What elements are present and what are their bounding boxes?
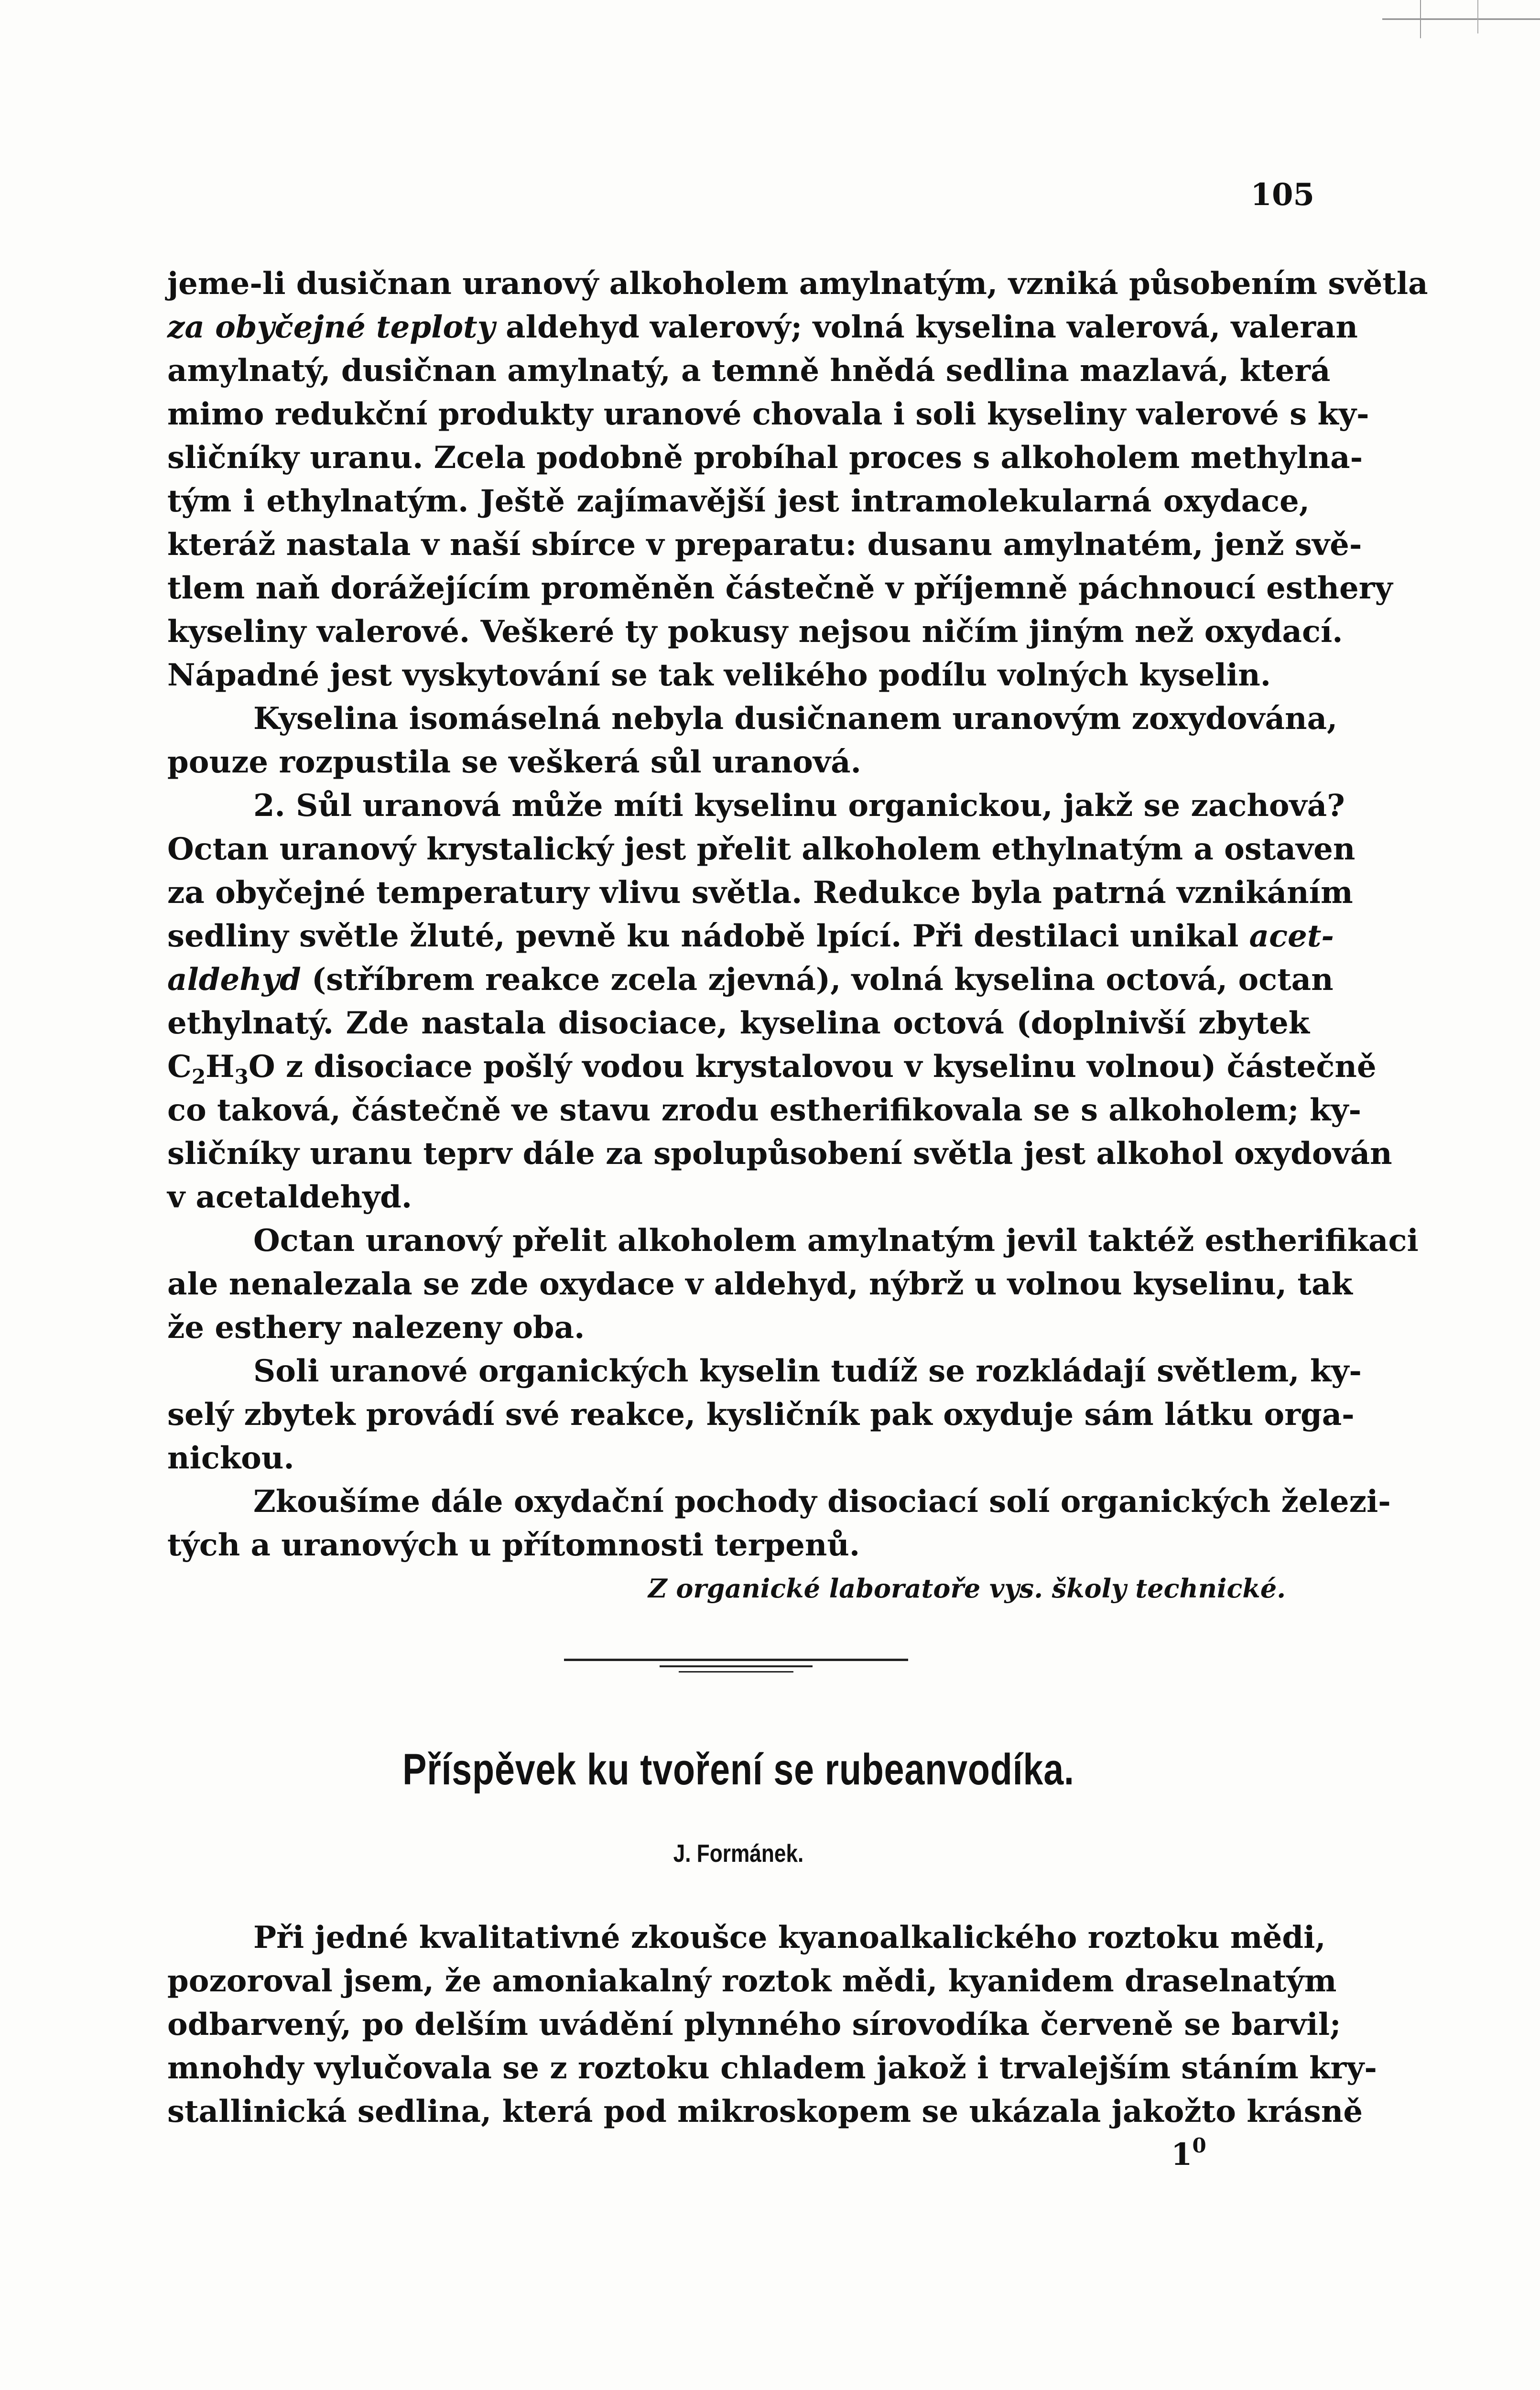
- text-line: $C_2H_3O$ z disociace pošlý vodou krystalovou v kyselinu volnou) částečně: [167, 1049, 1377, 1088]
- article-author: J. Formánek.: [673, 1840, 804, 1868]
- text-line: ethylnatý. Zde nastala disociace, kyselina octová (doplnivší zbytek: [167, 1005, 1310, 1041]
- text-line: za obyčejné teploty aldehyd valerový; volná kyselina valerová, valeran: [167, 309, 1358, 345]
- text-line: Octan uranový přelit alkoholem amylnatým jevil taktéž estherifikaci: [253, 1223, 1419, 1259]
- text-line: mnohdy vylučovala se z roztoku chladem jakož i trvalejším stáním kry-: [167, 2050, 1377, 2086]
- text-line: sličníky uranu teprv dále za spolupůsobení světla jest alkohol oxydován: [167, 1136, 1392, 1172]
- text-line: jeme-li dusičnan uranový alkoholem amylnatým, vzniká působením světla: [167, 266, 1428, 302]
- text-line: sličníky uranu. Zcela podobně probíhal proces s alkoholem methylna-: [167, 440, 1363, 476]
- text-line: kyseliny valerové. Veškeré ty pokusy nejsou ničím jiným než oxydací.: [167, 614, 1343, 650]
- formula-element: C: [167, 1049, 192, 1085]
- text-line: pozoroval jsem, že amoniakalný roztok mědi, kyanidem draselnatým: [167, 1963, 1337, 1999]
- signature-superscript: 0: [1192, 2134, 1206, 2157]
- text-line: Octan uranový krystalický jest přelit alkoholem ethylnatým a ostaven: [167, 831, 1356, 867]
- separator-line: [564, 1659, 908, 1661]
- text-line: amylnatý, dusičnan amylnatý, a temně hnědá sedlina mazlavá, která: [167, 353, 1331, 389]
- printer-signature: $1^0$: [1171, 2134, 1206, 2173]
- article-title: Příspěvek ku tvoření se rubeanvodíka.: [402, 1745, 1074, 1794]
- text-line: tých a uranových u přítomnosti terpenů.: [167, 1527, 860, 1563]
- text-line: pouze rozpustila se veškerá sůl uranová.: [167, 744, 861, 780]
- text-line: Při jedné kvalitativné zkoušce kyanoalkalického roztoku mědi,: [253, 1920, 1326, 1955]
- text-line: tým i ethylnatým. Ještě zajímavější jest intramolekularná oxydace,: [167, 483, 1310, 519]
- formula-subscript: 3: [234, 1065, 249, 1088]
- text-line: Soli uranové organických kyselin tudíž se rozkládají světlem, ky-: [253, 1353, 1362, 1389]
- text-line: nickou.: [167, 1440, 294, 1476]
- formula-element: O: [248, 1049, 275, 1085]
- text-line: že esthery nalezeny oba.: [167, 1310, 585, 1346]
- text-line: aldehyd (stříbrem reakce zcela zjevná), volná kyselina octová, octan: [167, 962, 1334, 998]
- italic-phrase: za obyčejné teploty: [167, 309, 495, 345]
- text-line: Zkoušíme dále oxydační pochody disociací solí organických železi-: [253, 1484, 1391, 1520]
- scan-edge-mark: [1382, 0, 1540, 43]
- section-separator: [564, 1659, 908, 1673]
- text-line: ale nenalezala se zde oxydace v aldehyd, nýbrž u volnou kyselinu, tak: [167, 1266, 1353, 1302]
- text-line: sedliny světle žluté, pevně ku nádobě lpící. Při destilaci unikal acet-: [167, 918, 1334, 954]
- main-text: [167, 262, 1428, 1610]
- separator-line: [679, 1671, 793, 1673]
- article-text: [167, 1916, 1377, 2133]
- italic-phrase: aldehyd: [167, 962, 301, 998]
- text-line: selý zbytek provádí své reakce, kysličník pak oxyduje sám látku orga-: [167, 1397, 1355, 1433]
- text-line: co taková, částečně ve stavu zrodu estherifikovala se s alkoholem; ky-: [167, 1092, 1362, 1128]
- text-line: 2. Sůl uranová může míti kyselinu organickou, jakž se zachová?: [253, 788, 1345, 824]
- text-line: Kyselina isomáselná nebyla dusičnanem uranovým zoxydována,: [253, 701, 1338, 737]
- text-line: tlem naň dorážejícím proměněn částečně v příjemně páchnoucí esthery: [167, 570, 1393, 606]
- text-line: za obyčejné temperatury vlivu světla. Redukce byla patrná vznikáním: [167, 875, 1353, 911]
- formula-element: H: [206, 1049, 235, 1085]
- lab-attribution: Z organické laboratoře vys. školy technické.: [648, 1573, 1286, 1604]
- italic-phrase: acet-: [1249, 918, 1334, 954]
- text-line: v acetaldehyd.: [167, 1179, 412, 1215]
- page-number: 105: [1250, 177, 1314, 213]
- text-line: Nápadné jest vyskytování se tak velikého podílu volných kyselin.: [167, 657, 1271, 693]
- text-line: mimo redukční produkty uranové chovala i soli kyseliny valerové s ky-: [167, 396, 1369, 432]
- text-line: odbarvený, po delším uvádění plynného sírovodíka červeně se barvil;: [167, 2007, 1341, 2042]
- formula-subscript: 2: [191, 1065, 206, 1088]
- text-line: kteráž nastala v naší sbírce v preparatu: dusanu amylnatém, jenž svě-: [167, 527, 1362, 563]
- text-line: stallinická sedlina, která pod mikroskopem se ukázala jakožto krásně: [167, 2094, 1363, 2129]
- separator-line: [660, 1665, 813, 1667]
